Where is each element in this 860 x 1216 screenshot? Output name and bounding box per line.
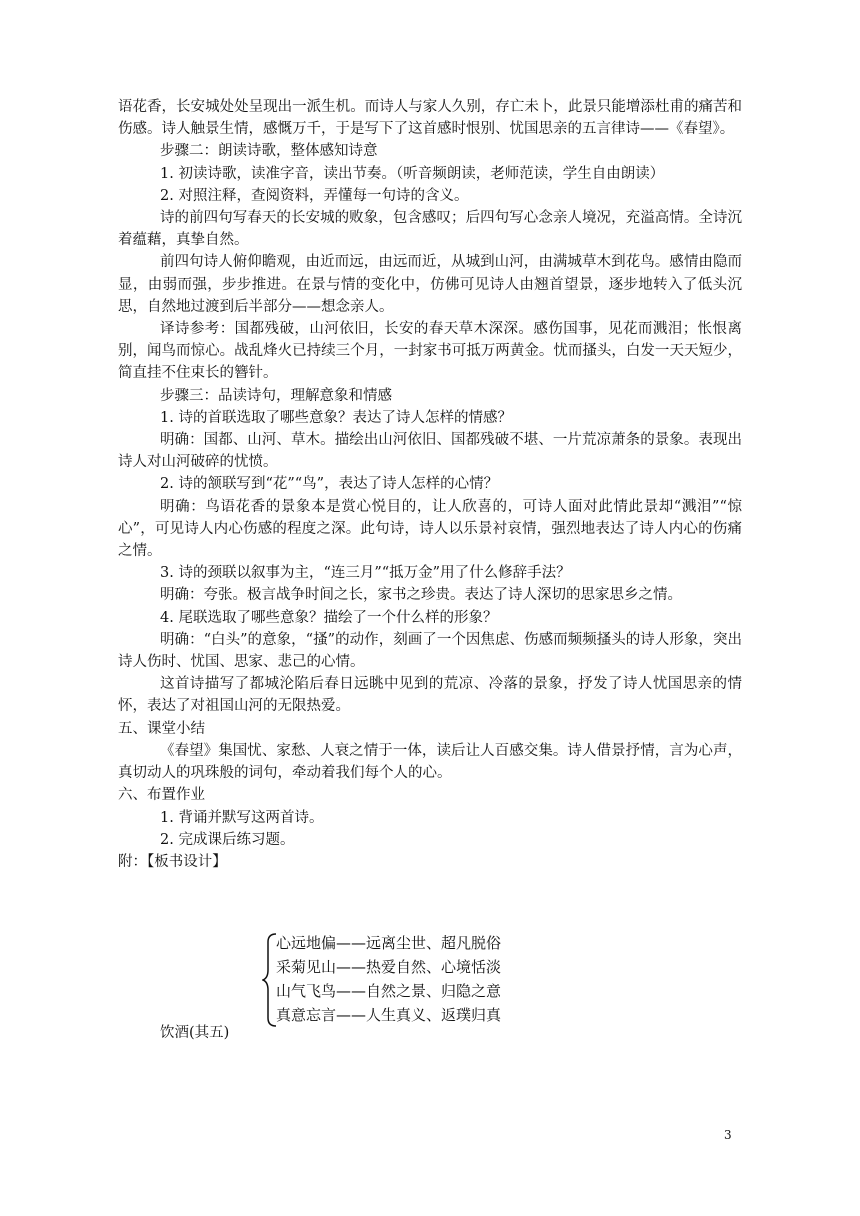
paragraph: 步骤二：朗读诗歌，整体感知诗意: [160, 143, 378, 160]
paragraph: 2. 完成课后练习题。: [160, 831, 295, 848]
paragraph: 《春望》集国忧、家愁、人衰之情于一体，读后让人百感交集。诗人借景抒情，言为心声，真切动人的巩珠般的词句，牵动着我们每个人的心。: [118, 742, 742, 782]
paragraph: 明确：“白头”的意象，“搔”的动作，刻画了一个因焦虑、伤感而频频搔头的诗人形象，突出诗人伤时、忧国、思家、悲己的心情。: [118, 631, 742, 671]
paragraph: 步骤三：品读诗句，理解意象和情感: [160, 387, 392, 404]
paragraph: 2. 诗的颔联写到“花”“鸟”，表达了诗人怎样的心情？: [160, 476, 499, 493]
board-row: 采菊见山——热爱自然、心境恬淡: [276, 958, 502, 976]
paragraph: 1. 诗的首联选取了哪些意象？表达了诗人怎样的情感？: [160, 409, 512, 426]
paragraph: 语花香，长安城处处呈现出一派生机。而诗人与家人久别，存亡未卜，此景只能增添杜甫的痛苦和伤感。诗人触景生情，感慨万千，于是写下了这首感时恨别、忧国思亲的五言律诗——《春望》。: [118, 99, 742, 138]
page-number: 3: [724, 1128, 732, 1142]
board-row: 心远地偏——远离尘世、超凡脱俗: [276, 934, 502, 952]
paragraph: 明确：鸟语花香的景象本是赏心悦目的，让人欣喜的，可诗人面对此情此景却“溅泪”“惊心”，可见诗人内心伤感的程度之深。此句诗，诗人以乐景衬哀情，强烈地表达了诗人内心的伤痛之情。: [118, 498, 742, 560]
paragraph: 2. 对照注释，查阅资料，弄懂每一句诗的含义。: [160, 187, 469, 204]
board-row: 山气飞鸟——自然之景、归隐之意: [276, 982, 502, 1000]
document-body: [118, 96, 742, 873]
paragraph: 附：【板书设计】: [118, 853, 227, 870]
paragraph: 前四句诗人俯仰瞻观，由近而远，由远而近，从城到山河，由满城草木到花鸟。感情由隐而显，由弱而强，步步推进。在景与情的变化中，仿佛可见诗人由翘首望景，逐步地转入了低头沉思，自然地过渡到后半部分——想念亲人。: [118, 254, 742, 315]
paragraph: 明确：国都、山河、草木。描绘出山河依旧、国都残破不堪、一片荒凉萧条的景象。表现出诗人对山河破碎的忧愤。: [118, 432, 742, 471]
paragraph: 五、课堂小结: [118, 720, 205, 737]
paragraph: 译诗参考：国都残破，山河依旧，长安的春天草木深深。感伤国事，见花而溅泪；怅恨离别，闻鸟而惊心。战乱烽火已持续三个月，一封家书可抵万两黄金。忧而搔头，白发一天天短少，简直挂不住束长的簪针。: [118, 321, 742, 382]
board-title: 饮酒(其五): [160, 1025, 230, 1041]
paragraph: 1. 背诵并默写这两首诗。: [160, 809, 324, 826]
paragraph: 诗的前四句写春天的长安城的败象，包含感叹；后四句写心念亲人境况，充溢高情。全诗沉着蕴藉，真挚自然。: [118, 210, 742, 249]
board-design: [262, 930, 562, 1030]
paragraph: 1. 初读诗歌，读准字音，读出节奏。（听音频朗读，老师范读，学生自由朗读）: [160, 165, 665, 182]
paragraph: 明确：夸张。极言战争时间之长，家书之珍贵。表达了诗人深切的思家思乡之情。: [160, 587, 682, 604]
paragraph: 六、布置作业: [118, 787, 205, 804]
paragraph: 这首诗描写了都城沦陷后春日远眺中见到的荒凉、冷落的景象，抒发了诗人忧国思亲的情怀，表达了对祖国山河的无限热爱。: [118, 676, 742, 715]
paragraph: 4. 尾联选取了哪些意象？描绘了一个什么样的形象？: [160, 609, 498, 626]
paragraph: 3. 诗的颈联以叙事为主，“连三月”“抵万金”用了什么修辞手法？: [160, 565, 571, 582]
board-row: 真意忘言——人生真义、返璞归真: [276, 1006, 502, 1024]
